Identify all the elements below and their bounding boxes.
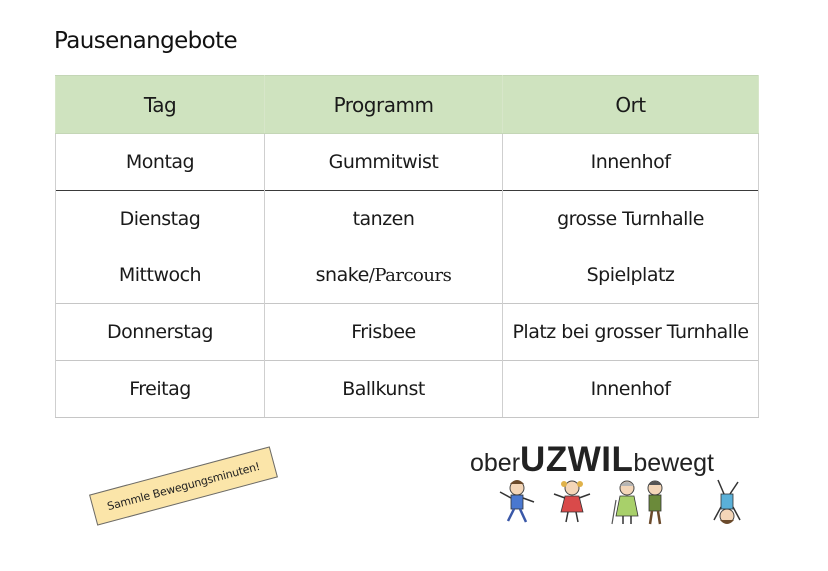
cell-ort: Spielplatz xyxy=(503,247,759,304)
cell-programm: Ballkunst xyxy=(265,361,503,418)
schedule-table xyxy=(55,75,759,418)
header-ort: Ort xyxy=(503,76,759,134)
cell-ort: Innenhof xyxy=(503,134,759,191)
sticky-note-text: Sammle Bewegungsminuten! xyxy=(105,459,262,513)
header-programm: Programm xyxy=(265,76,503,134)
cell-tag: Dienstag xyxy=(56,191,265,248)
cell-tag: Montag xyxy=(56,134,265,191)
cell-programm: Gummitwist xyxy=(265,134,503,191)
logo-part-uzwil: UZWIL xyxy=(520,440,634,479)
sticky-note xyxy=(89,446,278,525)
kid-handstand-icon xyxy=(714,480,740,524)
header-row xyxy=(56,76,759,134)
kid-jumping-icon xyxy=(500,480,534,522)
kids-illustration xyxy=(492,476,752,530)
cell-tag: Mittwoch xyxy=(56,247,265,304)
table-row xyxy=(56,134,759,191)
cell-programm: tanzen xyxy=(265,191,503,248)
cell-programm xyxy=(265,247,503,304)
table-row xyxy=(56,247,759,304)
table-row xyxy=(56,191,759,248)
programm-parcours: /Parcours xyxy=(368,265,452,286)
table-row xyxy=(56,304,759,361)
programm-snake: snake xyxy=(315,264,369,286)
header-tag: Tag xyxy=(56,76,265,134)
logo xyxy=(470,440,760,480)
grandparents-icon xyxy=(612,481,662,524)
cell-tag: Freitag xyxy=(56,361,265,418)
page-title: Pausenangebote xyxy=(54,28,238,54)
cell-programm: Frisbee xyxy=(265,304,503,361)
cell-tag: Donnerstag xyxy=(56,304,265,361)
table-header xyxy=(56,76,759,134)
cell-ort: grosse Turnhalle xyxy=(503,191,759,248)
girl-icon xyxy=(554,481,590,522)
table-row xyxy=(56,361,759,418)
logo-part-bewegt: bewegt xyxy=(633,449,714,477)
cell-ort: Innenhof xyxy=(503,361,759,418)
cell-ort: Platz bei grosser Turnhalle xyxy=(503,304,759,361)
logo-part-ober: ober xyxy=(470,449,521,477)
